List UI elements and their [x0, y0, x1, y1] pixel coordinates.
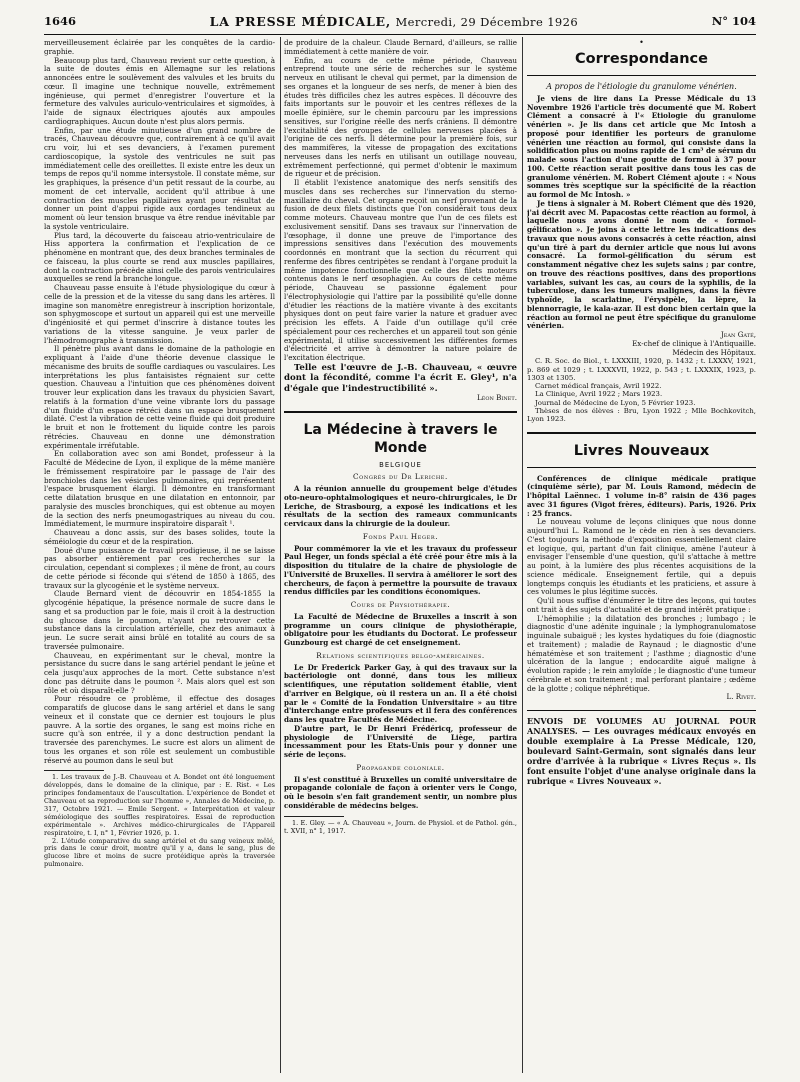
reference: La Clinique, Avril 1922 ; Mars 1923. — [535, 390, 663, 399]
section-rule — [284, 411, 517, 413]
ornament-dot: • — [639, 39, 644, 47]
author-signature: Léon Binet. — [477, 392, 517, 402]
review-paragraph: L'hémophilie ; la dilatation des bronches ; lumbago ; le diagnostic d'une adénite inguinale ; la lymphogranulomatose inguinale subaiguë ; les kystes hydatiques du foie (diagnostic et traitement) ; maladie de Raynaud ; le diagnostic d'une hématémèse et son traitement ; l'asthme ; diagnostic d'une ulcération de la langue ; endocardite aiguë maligne à évolution rapide ; le rein amyloïde ; le diagnostic d'une tumeur cérébrale et son traitement ; mal perforant plantaire ; œdème de la glotte ; colique néphrétique. — [527, 613, 756, 693]
article-paragraph: Enfin, au cours de cette même période, Chauveau entreprend toute une série de recherches sur le système nerveux en utilisant le cheval qui permet, par la dimension de ses organes et la longueur de ses nerfs, de mener à bien des études très difficiles chez les autres espèces. Il découvre des faits importants sur le pouvoir et les centres réflexes de la moelle épinière, sur le chemin parcouru par les impressions sensitives, sur l'origine réelle des nerfs crâniens. Il démontre l'excitabilité des groupes de cellules nerveuses placées à l'origine de ces nerfs. Il détermine pour la première fois, sur des mammifères, la vitesse de propagation des excitations nerveuses dans les nerfs en utilisant un outillage nouveau, extrêmement perfectionné, qui permet d'obtenir le maximum de rigueur et de précision. — [284, 55, 517, 179]
signature-title: Ex-chef de clinique à l'Antiquaille. — [632, 338, 756, 348]
closing-quote: Telle est l'œuvre de J.-B. Chauveau, « œuvre dont la fécondité, comme l'a écrit E. Gley¹, n'a d'égale que l'indestructibilité ». — [284, 362, 517, 394]
reference: C. R. Soc. de Biol., t. LXXXIII, 1920, p. 1432 ; t. LXXXV, 1921, p. 869 et 1029 ; t. LXXXVII, 1922, p. 543 ; t. LXXXIX, 1923, p. 1303 et 1305. — [527, 357, 756, 382]
column-1 — [44, 39, 275, 1073]
column-2 — [284, 39, 517, 1073]
section-rule — [527, 432, 756, 434]
footnote-rule — [284, 816, 344, 817]
section-title: La Médecine à travers le Monde — [303, 421, 498, 456]
column-3 — [527, 39, 756, 1073]
issue-number: N° 104 — [711, 14, 756, 28]
reference: Carnet médical français, Avril 1922. — [535, 382, 662, 391]
review-paragraph: Qu'il nous suffise d'énumérer le titre des leçons, qui toutes ont trait à des sujets d'actualité et de grand intérêt pratique : — [527, 596, 756, 614]
footnote: 1. Les travaux de J.-B. Chauveau et A. Bondet ont été longuement développés, dans le domaine de la clinique, par : E. Rist. « Les principes fondamentaux de l'auscultation. L'expérience de Bondet et Chauveau et sa reproduction sur l'homme », Annales de Médecine, p. 317, Octobre 1921. — Emile Sergent. « Interprétation et valeur séméiologique des souffles respiratoires. Essai de reproduction expérimentale ». Archives médico-chirurgicales de l'Appareil respiratoire, t. I, n° 1, Février 1926, p. 1. — [44, 773, 275, 837]
article-paragraph: Doué d'une puissance de travail prodigieuse, il ne se laisse pas absorber entièrement par ces recherches sur la circulation, cependant si complexes ; il mène de front, au cours de cette période si féconde qui s'étend de 1850 à 1865, des travaux sur la glycogénie et le système nerveux. — [44, 545, 275, 590]
section-title: Correspondance — [575, 51, 708, 67]
reference: Journal de Médecine de Lyon, 5 Février 1923. — [535, 398, 696, 407]
news-text: Le Dr Frederick Parker Gay, à qui des travaux sur la bactériologie ont donné, dans tous les milieux scientifiques, une réputation solidement établie, vient d'arriver en Belgique, où il restera un an. Il a été choisi par le « Comité de la Fondation Universitaire » au titre d'interchange entre professeurs et il fera des conférences dans les quatre Facultés de Médecine. — [284, 662, 517, 725]
page-number: 1646 — [44, 14, 77, 28]
section-rule — [527, 467, 756, 468]
news-text: D'autre part, le Dr Henri Frédéricq, professeur de physiologie de l'Université de Liège, partira incessamment pour les Etats-Unis pour y donner une série de leçons. — [284, 723, 517, 760]
column-divider — [522, 37, 523, 1073]
masthead — [210, 14, 578, 29]
footnotes — [44, 774, 275, 869]
news-heading: Relations scientifiques belgo-américaines. — [316, 650, 485, 660]
article-paragraph: Il établit l'existence anatomique des nerfs sensitifs des muscles dans ses recherches sur l'innervation du sterno-maxillaire du cheval. Cet organe reçoit un nerf provenant de la fusion de deux filets distincts que l'on considérait tous deux comme moteurs. Chauveau montre que l'un de ces filets est exclusivement sensitif. Dans ses travaux sur l'innervation de l'œsophage, il donne une preuve de l'importance des impressions sensitives dans l'exécution des mouvements coordonnés en montrant que la section du récurrent qui renferme des fibres centripètes se rendant à l'organe produit la même impotence fonctionnelle que celle des filets moteurs contenus dans le nerf œsophagien. Au cours de cette même période, Chauveau se passionne également pour l'électrophysiologie qui l'attire par la possibilité qu'elle donne d'étudier les réactions de la matière vivante à des excitants physiques dont on peut faire varier la nature et graduer avec précision les effets. A l'aide d'un outillage qu'il crée spécialement pour ces recherches et un appareil tout son génie expérimental, il utilise successivement les différentes formes d'électricité et arrive à démontrer la nature polaire de l'excitation électrique. — [284, 178, 517, 362]
news-heading: Propagande coloniale. — [356, 762, 445, 772]
letter-paragraph: Je viens de lire dans La Presse Médicale du 13 Novembre 1926 l'article très documenté que M. Robert Clément a consacré à l'« Etiologie du granulome vénérien ». Je lis dans cet article que Mc Intosh a proposé pour identifier les porteurs de granulome vénérien une réaction au formol, qui consiste dans la solidification plus ou moins rapide de 1 cm³ de sérum du malade sous l'action d'une goutte de formol à 37 pour 100. Cette réaction serait positive dans tous les cas de granulome vénérien. M. Robert Clément ajoute : « Nous sommes très sceptique sur la spécificité de la réaction au formol de Mc Intosh. » — [527, 93, 756, 199]
article-paragraph: Claude Bernard vient de découvrir en 1854-1855 la glycogénie hépatique, la présence normale de sucre dans le sang et sa production par le foie, mais il croit à la destruction du glucose dans le poumon, n'ayant pu retrouver cette substance dans la circulation artérielle, chez des animaux à jeun. Le sucre serait ainsi brûlé en totalité au cours de sa traversée pulmonaire. — [44, 589, 275, 651]
notice-box — [527, 710, 756, 786]
references — [527, 357, 756, 423]
review-signature: L. Rivet. — [726, 692, 756, 702]
signature-title: Médecin des Hôpitaux. — [672, 347, 756, 357]
news-text: Il s'est constitué à Bruxelles un comité universitaire de propagande coloniale de façon à orienter vers le Congo, où le besoin s'en fait grandement sentir, un nombre plus considérable de médecins belges. — [284, 774, 517, 810]
notice-text: ENVOIS DE VOLUMES AU JOURNAL POUR ANALYSES. — Les ouvrages médicaux envoyés en double exemplaire à La Presse Médicale, 120, boulevard Saint-Germain, sont signalés dans leur ordre d'arrivée à la rubrique « Livres Reçus ». Ils font ensuite l'objet d'une analyse originale dans la rubrique « Livres Nouveaux ». — [527, 716, 756, 787]
issue-date: Mercredi, 29 Décembre 1926 — [395, 14, 579, 29]
journal-name: LA PRESSE MÉDICALE, — [209, 13, 392, 29]
page-header — [44, 8, 756, 35]
letter-title: A propos de l'étiologie du granulome vénérien. — [546, 82, 737, 91]
article-paragraph: En collaboration avec son ami Bondet, professeur à la Faculté de Médecine de Lyon, il explique de la même manière le frémissement respiratoire par le passage de l'air des bronchioles dans les vésicules pulmonaires, qui représentent l'espace brusquement élargi. Il démontre en transformant cette dilatation brusque en une dilatation en entonnoir, par paralysie des muscles bronchiques, qui est obtenue au moyen de la section des nerfs pneumogastriques au niveau du cou. Immédiatement, le murmure inspiratoire disparaît ¹. — [44, 449, 275, 529]
news-heading: Fonds Paul Heger. — [362, 531, 439, 541]
letter-signature: Jean Gaté, — [720, 330, 756, 339]
news-text: Pour commémorer la vie et les travaux du professeur Paul Heger, un fonds spécial a été créé pour être mis à la disposition du titulaire de la chaire de physiologie de l'Université de Bruxelles. Il servira à améliorer le sort des chercheurs, de façon à permettre la poursuite de travaux rendus difficiles par les conditions économiques. — [284, 543, 517, 597]
review-paragraph: Le nouveau volume de leçons cliniques que nous donne aujourd'hui L. Ramond ne le cède en rien à ses devanciers. C'est toujours la méthode d'exposition essentiellement claire et logique, qui, partant d'un fait clinique, amène l'auteur à envisager l'ensemble d'une question, qu'il s'attache à mettre au point, à la lumière des plus récentes acquisitions de la science médicale. Enseignement fertile, qui a depuis longtemps conquis les étudiants et les praticiens, et assure à ces volumes le plus légitime succès. — [527, 517, 756, 597]
article-paragraph: Plus tard, la découverte du faisceau atrio-ventriculaire de Hiss apportera la confirmation et l'explication de ce phénomène en montrant que, des deux branches terminales de ce faisceau, la plus courte se rend aux muscles papillaires, dont la contraction précède ainsi celle des parois ventriculaires auxquelles se rend la branche longue. — [44, 230, 275, 284]
news-text: La Faculté de Médecine de Bruxelles a inscrit à son programme un cours clinique de physiothérapie, obligatoire pour les étudiants du Doctorat. Le professeur Gunzbourg est chargé de cet enseignement. — [284, 611, 517, 648]
news-heading: Cours de Physiothérapie. — [350, 600, 451, 610]
article-paragraph: Enfin, par une étude minutieuse d'un grand nombre de tracés, Chauveau découvre que, contrairement à ce qu'il avait cru voir, lui et ses devanciers, à l'examen purement cardioscopique, la systole des ventricules ne suit pas immédiatement celle des oreillettes. Il existe entre les deux un temps de repos qu'il nomme intersystole. Il constate même, sur les graphiques, la présence d'un petit ressaut de la courbe, au moment de cet intervalle, accident qu'il attribue à une contraction des muscles papillaires ayant pour résultat de donner un point d'appui rigide aux cordages tendineux au moment où leur tension brusque va être rendue inévitable par la systole ventriculaire. — [44, 125, 275, 231]
article-paragraph: Pour résoudre ce problème, il effectue des dosages comparatifs de glucose dans le sang artériel et dans le sang veineux et il constate que ce dernier est toujours le plus pauvre. A la sortie des organes, le sang est moins riche en sucre qu'à son entrée, il y a donc destruction pendant la traversée des parenchymes. Le sucre est alors un aliment de tous les organes et son rôle est seulement un combustible réservé au poumon dans le seul but — [44, 694, 275, 765]
footnote: 1. E. Gley. — « A. Chauveau », Journ. de Physiol. et de Pathol. gén., t. XVII, n° 1, 1917. — [284, 818, 517, 835]
letter-paragraph: Je tiens à signaler à M. Robert Clément que dès 1920, j'ai décrit avec M. Papacostas cette réaction au formol, à laquelle nous avons donné le nom de « formol-gélification ». Je joins à cette lettre les indications des travaux que nous avons consacrés à cette réaction, ainsi qu'un tiré à part du dernier article que nous lui avons consacré. La formol-gélification du sérum est constamment négative chez les sujets sains ; par contre, on trouve des réactions positives, dans des proportions variables, suivant les cas, au cours de la syphilis, de la tuberculose, dans les tumeurs malignes, dans la fièvre typhoïde, la scarlatine, l'érysipèle, la lèpre, la blennorragie, le kala-azar. Il est donc bien certain que la réaction au formol ne peut être spécifique du granulome vénérien. — [527, 198, 756, 331]
book-entry: Conférences de clinique médicale pratique (cinquième série), par M. Louis Ramond, médecin de l'hôpital Laënnec. 1 volume in-8° raisin de 436 pages avec 31 figures (Vigot frères, éditeurs). Paris, 1926. Prix : 25 francs. — [527, 473, 756, 518]
article-paragraph: de produire de la chaleur. Claude Bernard, d'ailleurs, se rallie immédiatement à cette manière de voir. — [284, 39, 517, 56]
country-heading: BELGIQUE — [379, 460, 422, 469]
article-paragraph: Chauveau passe ensuite à l'étude physiologique du cœur à celle de la pression et de la vitesse du sang dans les artères. Il imagine son manomètre enregistreur à inscription horizontale, son sphygmoscope et surtout un appareil qui est une merveille d'ingéniosité et qui permet d'inscrire à distance toutes les variations de la vitesse sanguine. Je veux parler de l'hémodromographe à transmission. — [44, 283, 275, 345]
article-paragraph: Chauveau, en expérimentant sur le cheval, montre la persistance du sucre dans le sang artériel pendant le jeûne et cela jusqu'aux approches de la mort. Cette substance n'est donc pas détruite dans le poumon ². Mais alors quel est son rôle et où disparaît-elle ? — [44, 650, 275, 695]
article-paragraph: Il pénètre plus avant dans le domaine de la pathologie en expliquant à l'aide d'une théorie devenue classique le mécanisme des bruits de souffle cardiaques ou vasculaires. Les interprétations les plus fantaisistes régnaient sur cette question. Chauveau a l'intuition que ces phénomènes doivent trouver leur explication dans les travaux du physicien Savart, relatifs à la formation d'une veine vibrante lors du passage d'un fluide d'un espace rétréci dans un espace brusquement dilaté. C'est la vibration de cette veine fluide qui doit produire le bruit et non le frottement du liquide contre les parois rétrécies. Chauveau en donne une démonstration expérimentale irréfutable. — [44, 344, 275, 450]
news-heading: Congrès du Dr Leriche. — [353, 472, 448, 482]
article-paragraph: Chauveau a donc assis, sur des bases solides, toute la séméiologie du cœur et de la respiration. — [44, 528, 275, 546]
footnote: 2. L'étude comparative du sang artériel et du sang veineux mêlé, pris dans le cœur droit, montre qu'il y a, dans le sang, plus de glucose libre et moins de sucre protéidique après la traversée pulmonaire. — [44, 836, 275, 869]
article-paragraph: Beaucoup plus tard, Chauveau revient sur cette question, à la suite de doutes émis en Allemagne sur les relations annoncées entre le soulèvement des valvules et les bruits du cœur. Il imagine une technique nouvelle, extrêmement ingénieuse, qui permet d'enregistrer l'ouverture et la fermeture des valvules auriculo-ventriculaires et sigmoïdes, à l'aide de signaux électriques ajoutés aux ampoules cardiographiques. Aucun doute n'est plus alors permis. — [44, 55, 275, 126]
article-paragraph: merveilleusement éclairée par les conquêtes de la cardio-graphie. — [44, 39, 275, 56]
reference: Thèses de nos élèves : Bru, Lyon 1922 ; Mlle Bochkovitch, Lyon 1923. — [527, 407, 756, 424]
news-text: A la réunion annuelle du groupement belge d'études oto-neuro-ophtalmologiques et neuro-chirurgicales, le Dr Leriche, de Strasbourg, a exposé les indications et les résultats de la section des rameaux communicants cervicaux dans la chirurgie de la douleur. — [284, 484, 517, 529]
footnote-rule — [44, 770, 104, 771]
column-divider — [280, 37, 281, 1073]
section-title: Livres Nouveaux — [573, 442, 710, 459]
section-rule — [527, 75, 756, 76]
